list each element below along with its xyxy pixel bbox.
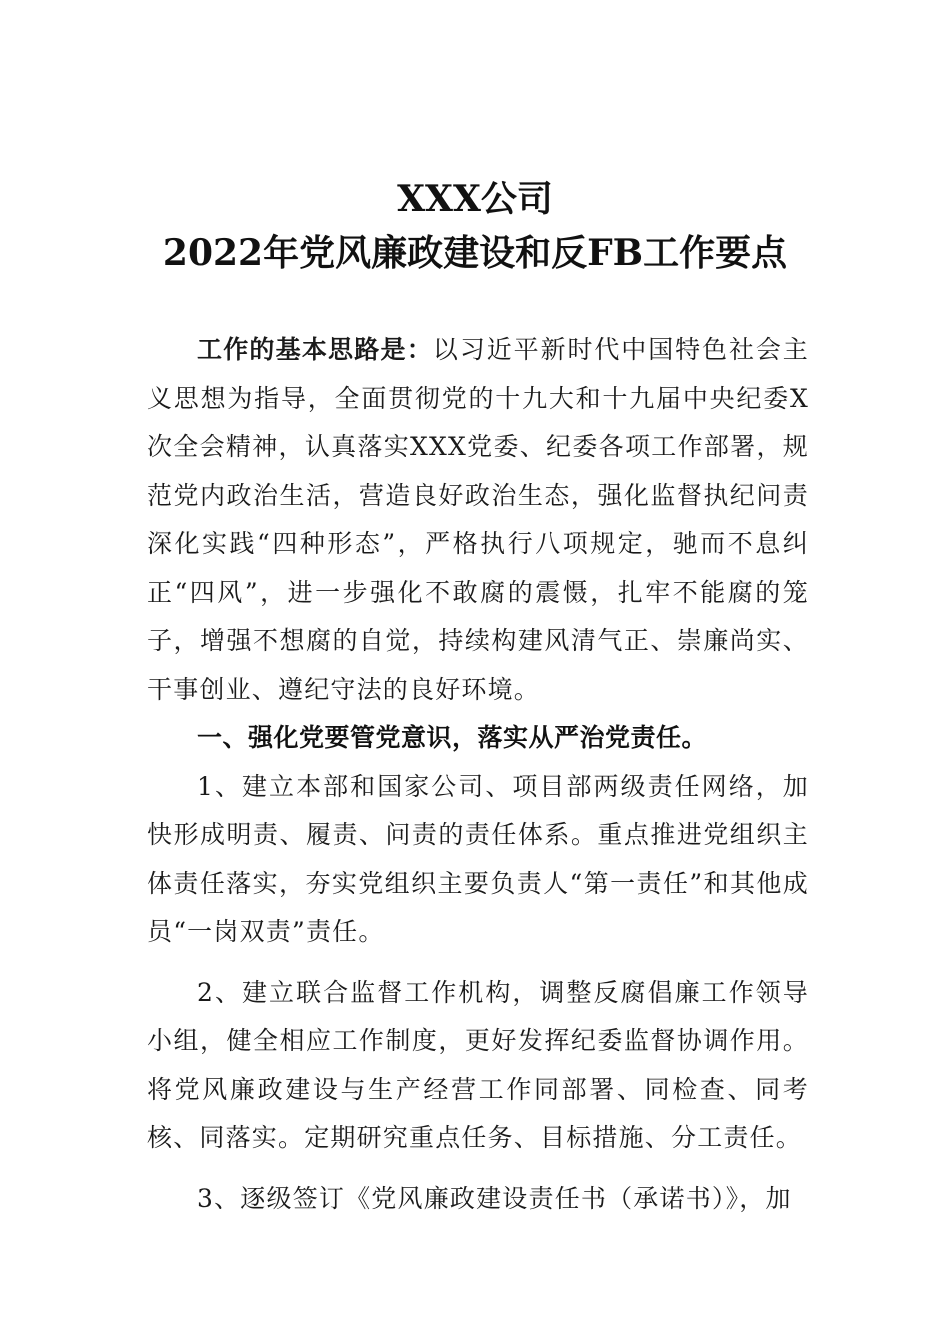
intro-lead: 工作的基本思路是： [197,335,433,364]
list-item: 2、建立联合监督工作机构，调整反腐倡廉工作领导小组，健全相应工作制度，更好发挥纪委监督协调作用。将党风廉政建设与生产经营工作同部署、同检查、同考核、同落实。定期研究重点任务、目标措施、分工责任。 [147,977,809,1152]
list-item: 3、逐级签订《党风廉政建设责任书（承诺书）》，加 [197,1183,792,1213]
document-body [147,326,809,1223]
intro-paragraph [147,326,809,714]
list-item: 1、建立本部和国家公司、项目部两级责任网络，加快形成明责、履责、问责的责任体系。重点推进党组织主体责任落实，夯实党组织主要负责人“第一责任”和其他成员“一岗双责”责任。 [147,771,809,946]
intro-text: 以习近平新时代中国特色社会主义思想为指导，全面贯彻党的十九大和十九届中央纪委X次全会精神，认真落实XXX党委、纪委各项工作部署，规范党内政治生活，营造良好政治生态，强化监督执纪问责深化实践“四种形态”，严格执行八项规定，驰而不息纠正“四风”，进一步强化不敢腐的震慑，扎牢不能腐的笼子，增强不想腐的自觉，持续构建风清气正、崇廉尚实、干事创业、遵纪守法的良好环境。 [147,335,809,704]
title-company: XXX公司 [397,178,553,220]
document-title [0,172,950,280]
section-heading: 一、强化党要管党意识，落实从严治党责任。 [197,723,708,752]
title-subject: 2022年党风廉政建设和反FB工作要点 [162,232,788,274]
